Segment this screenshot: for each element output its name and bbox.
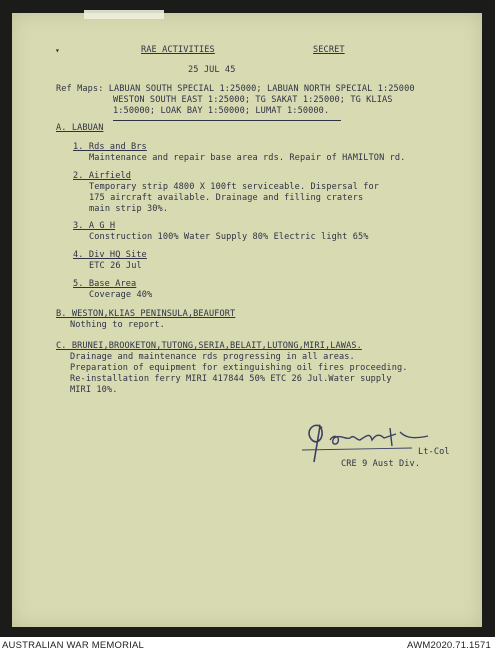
- section-c-line-4: MIRI 10%.: [70, 385, 118, 395]
- header-classification: SECRET: [313, 45, 345, 55]
- signature-title: CRE 9 Aust Div.: [341, 459, 421, 469]
- punch-mark: ▾: [55, 46, 60, 55]
- item-a5-heading: 5. Base Area: [73, 279, 137, 289]
- item-a3-heading: 3. A G H: [73, 221, 116, 231]
- section-c-line-1: Drainage and maintenance rds progressing in all areas.: [70, 352, 355, 362]
- item-a2-line-1: Temporary strip 4800 X 100ft serviceable. Dispersal for: [89, 182, 380, 192]
- ref-maps-line-3: 1:50000; LOAK BAY 1:50000; LUMAT 1:50000.: [113, 106, 330, 116]
- item-a1-heading: 1. Rds and Brs: [73, 142, 147, 152]
- section-b-line-1: Nothing to report.: [70, 320, 165, 330]
- item-a2-line-3: main strip 30%.: [89, 204, 169, 214]
- footer-institution: AUSTRALIAN WAR MEMORIAL: [2, 640, 145, 651]
- ref-maps-line-2: WESTON SOUTH EAST 1:25000; TG SAKAT 1:25000; TG KLIAS: [113, 95, 393, 105]
- item-a2-heading: 2. Airfield: [73, 171, 132, 181]
- section-b-title: B. WESTON,KLIAS PENINSULA,BEAUFORT: [56, 309, 236, 319]
- ref-maps-line-1: Ref Maps: LABUAN SOUTH SPECIAL 1:25000; LABUAN NORTH SPECIAL 1:25000: [56, 84, 415, 94]
- section-c-title: C. BRUNEI,BROOKETON,TUTONG,SERIA,BELAIT,LUTONG,MIRI,LAWAS.: [56, 341, 362, 351]
- item-a1-line-1: Maintenance and repair base area rds. Repair of HAMILTON rd.: [89, 153, 406, 163]
- header-title: RAE ACTIVITIES: [141, 45, 215, 55]
- document-date: 25 JUL 45: [188, 65, 236, 75]
- signature-rank: Lt-Col: [418, 447, 450, 457]
- section-a-title: A. LABUAN: [56, 123, 104, 133]
- section-c-line-3: Re-installation ferry MIRI 417844 50% ETC 26 Jul.Water supply: [70, 374, 392, 384]
- item-a4-heading: 4. Div HQ Site: [73, 250, 147, 260]
- section-c-line-2: Preparation of equipment for extinguishing oil fires proceeding.: [70, 363, 408, 373]
- item-a3-line-1: Construction 100% Water Supply 80% Electric light 65%: [89, 232, 369, 242]
- footer-accession-number: AWM2020.71.1571: [407, 640, 491, 651]
- ref-maps-divider: [113, 120, 341, 121]
- tape-strip: [84, 10, 164, 19]
- item-a5-line-1: Coverage 40%: [89, 290, 153, 300]
- item-a4-line-1: ETC 26 Jul: [89, 261, 142, 271]
- item-a2-line-2: 175 aircraft available. Drainage and filling craters: [89, 193, 364, 203]
